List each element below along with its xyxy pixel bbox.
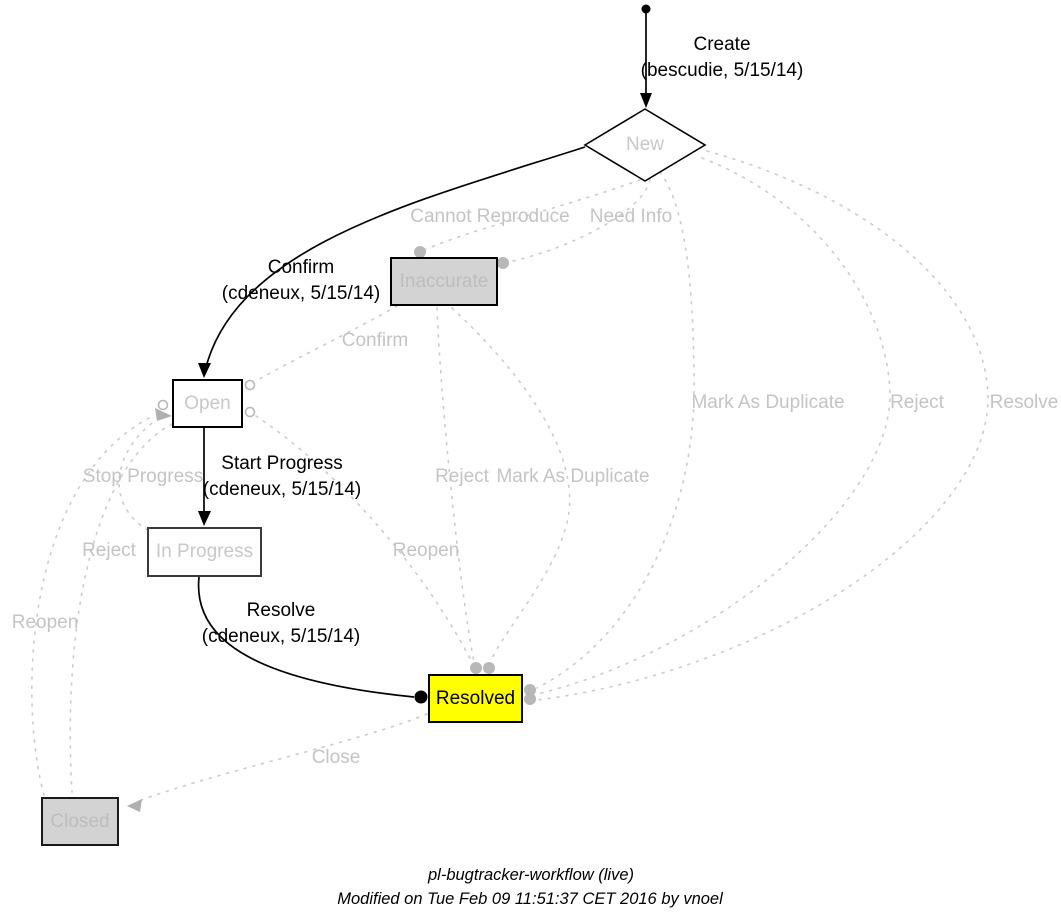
edge-resolve-new-resolved [537, 151, 988, 700]
edge-reject-new-resolved [537, 158, 890, 694]
transition-confirm-inactive-label: Confirm [341, 330, 409, 351]
state-open[interactable] [172, 379, 243, 428]
dot-resolved-top-2 [483, 662, 495, 674]
transition-create-detail: (bescudie, 5/15/14) [640, 60, 804, 81]
arrowhead-closed [127, 799, 142, 812]
transition-create-name: Create [693, 34, 751, 55]
workflow-modified-info: Modified on Tue Feb 09 11:51:37 CET 2016 by vnoel [337, 890, 723, 908]
transition-start-progress-name: Start Progress [221, 453, 343, 474]
transition-stop-progress-label: Stop Progress [82, 466, 204, 487]
transition-close-label: Close [311, 747, 361, 768]
state-open-label: Open [184, 392, 231, 414]
state-new-label: New [625, 134, 665, 155]
transition-resolve-detail: (cdeneux, 5/15/14) [201, 626, 361, 647]
state-inaccurate-label: Inaccurate [399, 270, 489, 292]
transition-resolve-name: Resolve [246, 600, 316, 621]
transition-resolve-label [202, 598, 360, 650]
dot-inaccurate-right [497, 257, 509, 269]
transition-reopen-mid-label: Reopen [392, 540, 460, 561]
state-in-progress[interactable] [147, 527, 262, 577]
transition-confirm-detail: (cdeneux, 5/15/14) [221, 283, 381, 304]
edge-markdup-new-resolved [537, 172, 694, 688]
transition-create-label [641, 32, 804, 84]
start-dot [642, 5, 651, 14]
transition-reject-left-label: Reject [82, 540, 136, 561]
state-resolved[interactable] [428, 674, 523, 723]
state-closed-label: Closed [50, 810, 110, 832]
transition-start-progress-detail: (cdeneux, 5/15/14) [202, 479, 362, 500]
state-inaccurate[interactable] [390, 257, 498, 306]
odot-open-topright [246, 381, 255, 390]
transition-start-progress-label [203, 451, 361, 503]
transition-confirm-name: Confirm [267, 257, 335, 278]
transition-reopen-left-label: Reopen [11, 612, 79, 633]
transition-confirm-label [222, 255, 380, 307]
arrowhead-open [198, 363, 211, 378]
workflow-title: pl-bugtracker-workflow (live) [427, 866, 635, 884]
arrowhead-new [640, 93, 652, 108]
transition-reject-mid-label: Reject [435, 466, 489, 487]
state-in-progress-label: In Progress [155, 541, 254, 562]
transition-reject-right-label: Reject [890, 392, 944, 413]
arrowhead-inprogress [198, 511, 211, 526]
odot-open-right [246, 408, 255, 417]
state-resolved-label: Resolved [435, 687, 516, 709]
transition-resolve-right-label: Resolve [989, 392, 1059, 413]
transition-mark-as-duplicate-right-label: Mark As Duplicate [691, 392, 845, 413]
transition-need-info-label: Need Info [589, 206, 673, 227]
edge-close [136, 714, 427, 802]
odot-open-left [159, 401, 168, 410]
dot-resolved-left [415, 691, 428, 704]
transition-cannot-reproduce-label: Cannot Reproduce [410, 206, 570, 227]
transition-mark-as-duplicate-mid-label: Mark As Duplicate [496, 466, 650, 487]
dot-resolved-right-2 [524, 693, 536, 705]
state-closed[interactable] [41, 797, 119, 846]
dot-resolved-top-1 [470, 662, 482, 674]
